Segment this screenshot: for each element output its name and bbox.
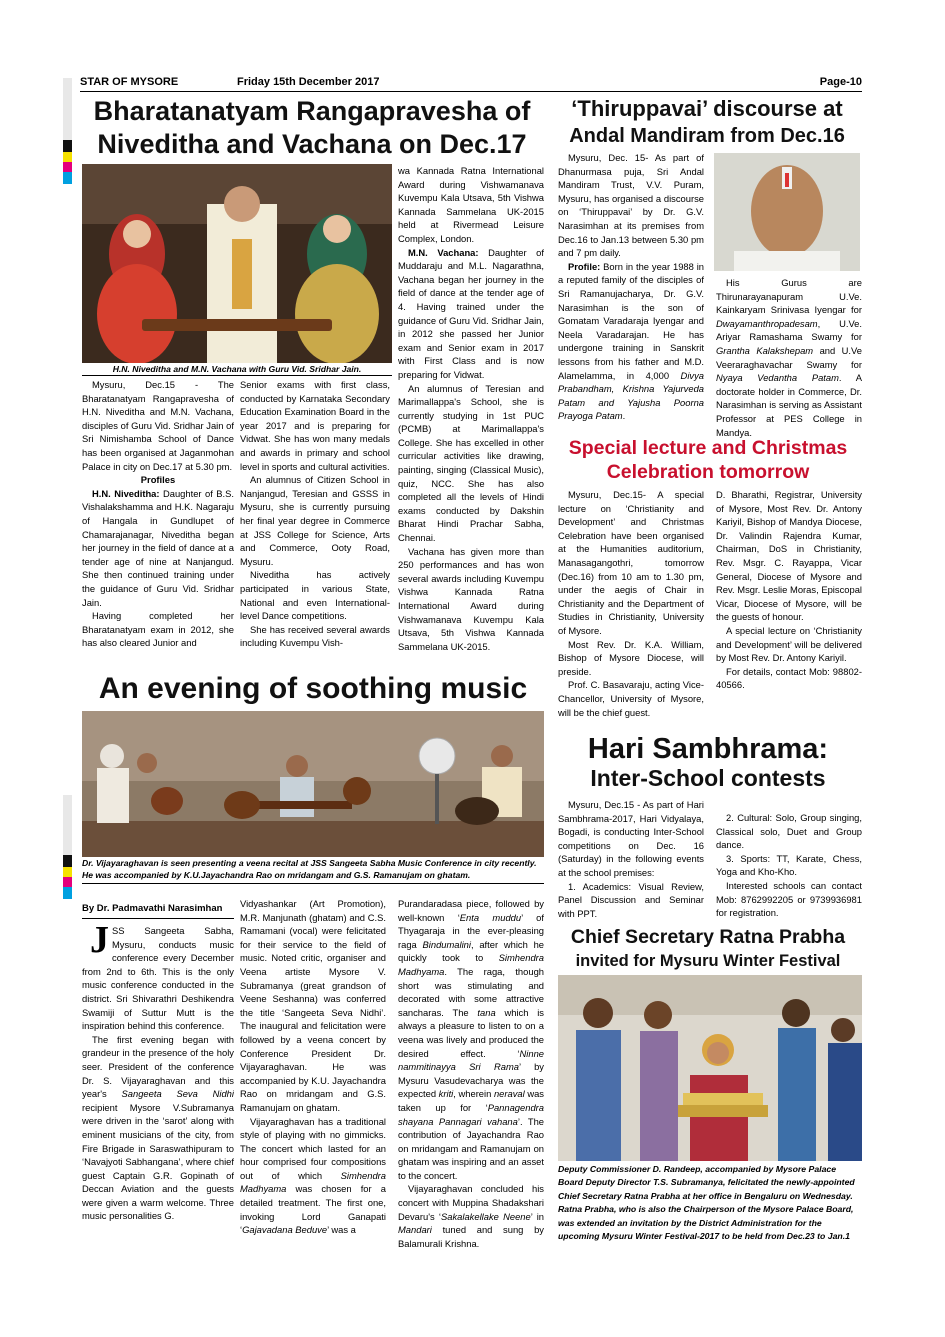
- a3-headline-line2: Celebration tomorrow: [606, 461, 810, 483]
- a3-column-1: [558, 488, 704, 719]
- a1-para: Vachana has given more than 250 performances and has won several awards including Kuvempu Vishwa Kannada Ratna International Award during Vishwamanava Kuvempu Kala Utsava, 5th Vishwa Kannada Sammelana UK-2015.: [398, 545, 544, 652]
- a3-para: D. Bharathi, Registrar, University of Mysore, Most Rev. Dr. Antony Kariyil, Bishop of Mandya Diocese, Dr. Valindin Rajendra Kumar, Chairman, DoS in Christianity, Rev. Msgr. C. Rayappa, Vicar General, Diocese of Mysore and Rev. Msgr. Leslie Moras, Episcopal Vicar, Diocese of Mysore, will be the guests of honour.: [716, 489, 862, 623]
- a6-felicitation-photo: [558, 975, 862, 1161]
- a1-photo-caption: H.N. Niveditha and M.N. Vachana with Guru Vid. Sridhar Jain.: [82, 364, 392, 376]
- a1-para: Having completed her Bharatanatyam exam in 2012, she has also cleared Junior and: [82, 610, 234, 649]
- a3-para: Most Rev. Dr. K.A. William, Bishop of Mysore Diocese, will preside.: [558, 638, 704, 677]
- a6-photo-caption: Deputy Commissioner D. Randeep, accompanied by Mysore Palace Board Deputy Director T.S. Subramanya, felicitated the newly-appointed Chief Secretary Ratna Prabha at her office in Bengaluru on Wednesday. Ratna Prabha, who is also the Chairperson of the Mysore Palace Board, was extended an invitation by the District Administration for the upcoming Mysuru Winter Festival-2017 to be held from Dec.23 to Jan.1: [558, 1164, 855, 1242]
- a6-headline-line1: Chief Secretary Ratna Prabha: [570, 926, 846, 948]
- a3-para: Mysuru, Dec.15- A special lecture on ‘Christianity and Development’ and Christmas Celebration have been organised at the Humanities auditorium, Manasagangothri, tomorrow (Dec.16) from 10 am to 1.30 pm, under the aegis of Chair in Christianity and the Department of Studies in Christianity, University of Mysore.: [558, 489, 704, 636]
- a5-headline-line1: Hari Sambhrama:: [587, 733, 829, 765]
- reg-mark-cyan: [63, 172, 72, 184]
- page-header: [80, 76, 862, 92]
- a2-para: Profile: Born in the year 1988 in a reputed family of the disciples of Sri Ramanujacharya, Dr. G.V. Narasimhan is the son of Gomatam Varadaraja Iyengar and Neela Varadarajan. He has undergone training in Sanskrit lessons from his father and M.D. Alamelamma, in 4,000 Divya Prabandham, Krishna Yajurveda Patam and Yajusha Poorna Prayoga Patam.: [558, 260, 704, 422]
- a1-column-3: [398, 164, 544, 653]
- a1-niveditha-label: H.N. Niveditha:: [92, 487, 160, 499]
- a4-para: Vijayaraghavan has a traditional style of playing with no gimmicks. The concert which lasted for an hour comprised four compositions out of which Simhendra Madhyama was chosen for a detailed treatment. The first one, invoking Lord Ganapati ‘Gajavadana Beduve’ was a: [240, 1115, 386, 1236]
- a3-column-2: [716, 488, 862, 692]
- a1-column-1: [82, 378, 234, 650]
- a2-headline-line2: Andal Mandiram from Dec.16: [569, 125, 845, 147]
- a4-para: Vijayaraghavan concluded his concert with Muppina Shadakshari Devaru's ‘Sakalakellake Neene’ in Mandari tuned and sung by Balamurali Krishna.: [398, 1183, 544, 1249]
- a2-para: Mysuru, Dec. 15- As part of Dhanurmasa puja, Sri Andal Mandiram Trust, V.V. Puram, Mysuru, has organised a discourse on ‘Thiruppavai’ by Dr. G.V. Narasimhan at its premises from Dec.16 to Jan.13 between 5.30 pm and 7 pm daily.: [558, 152, 704, 259]
- a1-para: Mysuru, Dec.15 - The Bharatanatyam Rangapravesha of H.N. Niveditha and M.N. Vachana, disciples of Guru Vid. Sridhar Jain of Sri Nimishamba School of Dance has been organised at Jaganmohan Palace in city on Dec.17 at 5.30 pm.: [82, 379, 234, 472]
- a4-para: Purandaradasa piece, followed by well-known ‘Enta muddu’ of Thyagaraja in the ever-pleasing raga Bindumalini, after which he quickly took to Simhendra Madhyama. The raga, though short was stimulating and decorated with some attractive sancharas. The tana which is always a pleasure to listen to on a veena was lively and produced the desired effect. ‘Ninne nammitinayya Sri Rama’ by Mysuru Vasudevacharya was the expected kriti, wherein neraval was taken up for ‘Pannagendra shayana Pannagari vahana’. The contribution of Jayachandra Rao on mridangam and Ramanujam on ghatam was inspiring and an asset to the concert.: [398, 898, 544, 1181]
- a4-column-3: [398, 897, 544, 1250]
- a1-para: She has received several awards including Kuvempu Vish-: [240, 623, 390, 649]
- a5-column-2: [716, 798, 862, 920]
- a4-para: Vidyashankar (Art Promotion), M.R. Manjunath (ghatam) and C.S. Ramamani (vocal) were felicitated for their service to the field of music. Noted critic, organiser and Veena artiste Mysore V. Subramanya (great grandson of Veene Seshanna) was conferred the title ‘Sangeeta Seva Nidhi’. The inaugural and felicitation were followed by a veena concert by Conference President Dr. Vijayaraghavan. He was accompanied by K.U. Jayachandra Rao on mridangam and G.S. Ramanujam on ghatam.: [240, 898, 386, 1113]
- a1-headline: Bharatanatyam Rangapravesha of Niveditha and Vachana on Dec.17: [93, 96, 531, 159]
- page-number: Page-10: [819, 76, 862, 88]
- a1-vachana-text: Daughter of Muddaraju and M.L. Nagarathna, Vachana began her journey in the field of dance at the tender age of 4. Having trained under the guidance of Guru Vid. Sridhar Jain, in 2012 she passed her Junior exam and Senior exam in 2017 with First Class and is now preparing for Vidwat.: [398, 246, 544, 380]
- a2-headline-line1: ‘Thiruppavai’ discourse at: [571, 96, 843, 121]
- a4-para: The first evening began with grandeur in the presence of the holy seer. President of the conference Dr. S. Vijayaraghavan and this year's Sangeeta Seva Nidhi recipient Mysore V.Subramanya were driven in the ‘sarot’ along with eminent musicians of the city, from Fire Brigade in Saraswathipuram to ‘Navajyoti Sabhangana’, where chief guest Captain G.R. Gopinath of Deccan Aviation and the guests were given a warm welcome. Three music personalities G.: [82, 1033, 234, 1222]
- a6-headline-line2: invited for Mysuru Winter Festival: [575, 952, 841, 970]
- a4-para: JSS Sangeeta Sabha, Mysuru, conducts music conference every December from 2nd to 6th. This is the only music conference conducted in the district. Sri Shivarathri Deshikendra Swamiji of Suttur Mutt is the inspiration behind this conference.: [82, 924, 234, 1032]
- a3-para: A special lecture on ‘Christianity and Development’ will be delivered by Most Rev. Dr. Antony Kariyil.: [716, 624, 862, 664]
- reg-mark-cyan: [63, 887, 72, 899]
- a2-para: His Gurus are Thirunarayanapuram U.Ve. Kainkaryam Srinivasa Iyengar for Dwayamanthropadesam, U.Ve. Ariyar Ramashama Swamy for Grantha Kalakshepam and U.Ve Veeraraghavachar Swamy for Nyaya Vedantha Patam. A doctorate holder in Commerce, Dr. Narasimhan is serving as Assistant Professor at PES College in Mandya.: [716, 277, 862, 438]
- reg-mark-black: [63, 140, 72, 152]
- a5-para: 1. Academics: Visual Review, Panel Discussion and Seminar with PPT.: [558, 880, 704, 919]
- a2-portrait-photo: [714, 153, 860, 271]
- a4-headline: An evening of soothing music: [98, 672, 528, 705]
- a2-profile-label: Profile:: [568, 260, 601, 272]
- a4-byline: [82, 898, 234, 919]
- a5-para: 3. Sports: TT, Karate, Chess, Yoga and Kho-Kho.: [716, 852, 862, 878]
- a2-column-1: [558, 151, 704, 423]
- a1-para: Senior exams with first class, conducted by Karnataka Secondary Education Examination Board in the year 2017 and is preparing for Vidwat. She has won many medals and awards in primary and school level in sports and cultural activities.: [240, 379, 390, 472]
- a5-headline-line2: Inter-School contests: [590, 765, 826, 791]
- a1-photo: [82, 164, 392, 363]
- paper-name: STAR OF MYSORE: [80, 76, 179, 88]
- a3-para: Prof. C. Basavaraju, acting Vice-Chancellor, University of Mysore, will be the chief guest.: [558, 679, 704, 718]
- a1-para: Niveditha has actively participated in various State, National and even International-level Dance competitions.: [240, 569, 390, 622]
- a1-para: [82, 487, 234, 609]
- a5-column-1: [558, 798, 704, 920]
- a2-column-2: [716, 276, 862, 439]
- a1-vachana-label: M.N. Vachana:: [408, 246, 479, 258]
- byline-text: By Dr. Padmavathi Narasimhan: [82, 903, 223, 914]
- a5-para: 2. Cultural: Solo, Group singing, Classical solo, Duet and Group dance.: [716, 812, 862, 851]
- a3-para: For details, contact Mob: 98802-40566.: [716, 665, 862, 691]
- a4-column-1: [82, 924, 234, 1223]
- drop-cap: J: [90, 924, 109, 961]
- a5-para: Interested schools can contact Mob: 8762992205 or 9739936981 for registration.: [716, 879, 862, 919]
- issue-date: Friday 15th December 2017: [237, 76, 380, 88]
- a1-para: An alumnus of Teresian and Marimallappa's School, she is currently studying in 1st PUC (PCMB) at Marimallappa's College. She has excelled in other curricular activities like drawing, painting, singing (Classical Music), quiz, NCC. She has also completed all the levels of Hindi exams conducted by Dakshin Bharat Hindi Prachar Sabha, Chennai.: [398, 382, 544, 544]
- a1-para: [398, 246, 544, 382]
- a1-profiles-heading: Profiles: [140, 474, 176, 486]
- a1-para: An alumnus of Citizen School in Nanjangud, Teresian and GSSS in Mysuru, she is currently pursuing her final year degree in Commerce at JSS College for Science, Arts and Commerce, Ooty Road, Mysuru.: [240, 474, 390, 567]
- a4-concert-photo: [82, 711, 544, 857]
- a4-photo-caption: Dr. Vijayaraghavan is seen presenting a veena recital at JSS Sangeeta Sabha Music Conference in city recently. He was accompanied by K.U.Jayachandra Rao on mridangam and G.S. Ramanujam on ghatam.: [82, 857, 544, 884]
- a1-para: wa Kannada Ratna International Award during Vishwamanava Kuvempu Kala Utsava, 5th Vishwa Kannada Sammelana UK-2015 held at Rivermead Leisure Complex, London.: [398, 165, 544, 244]
- a3-headline-line1: Special lecture and Christmas: [568, 437, 848, 459]
- a4-column-2: [240, 897, 386, 1237]
- a1-column-2: [240, 378, 390, 650]
- a5-para: Mysuru, Dec.15 - As part of Hari Sambhrama-2017, Hari Vidyalaya, Bogadi, is conducting Inter-School competitions on Dec. 16 (Saturday) in the following events at the school premises:: [558, 799, 704, 878]
- a1-niveditha-text: Daughter of B.S. Vishalakshamma and H.K. Nagaraju of Hangala in Gundlupet of Chamarajanagar, Niveditha began her journey in the field of dance at a tender age of nine at Nanjangud. She then continued training under the guidance of Guru Vid. Sridhar Jain.: [82, 487, 234, 608]
- reg-mark-black: [63, 855, 72, 867]
